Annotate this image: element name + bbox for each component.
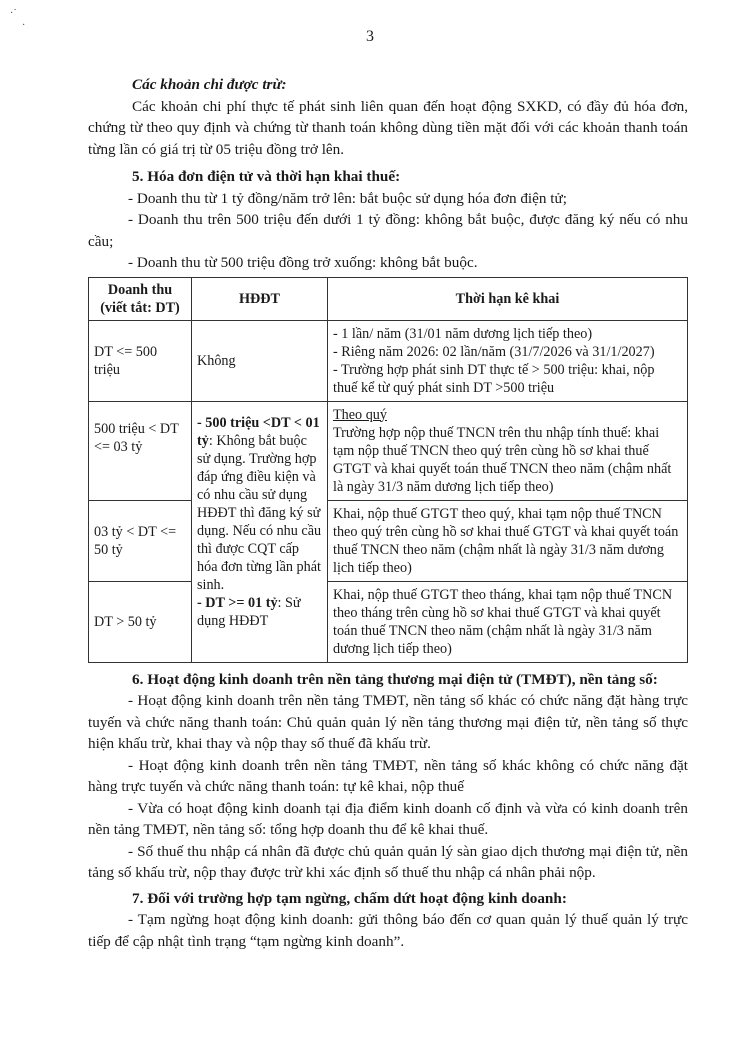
invoice-cell: Không (192, 320, 328, 401)
section5-item-3: - Doanh thu từ 500 triệu đồng trở xuống: không bắt buộc. (128, 254, 478, 271)
page-number: 3 (366, 28, 374, 45)
section5-item-1: - Doanh thu từ 1 tỷ đồng/năm trở lên: bắt buộc sử dụng hóa đơn điện tử; (128, 189, 567, 207)
deadline-cell: Theo quý Trường hợp nộp thuế TNCN trên thu nhập tính thuế: khai tạm nộp thuế TNCN theo quý trên cùng hồ sơ khai thuế GTGT và khai quyết toán thuế TNCN theo năm (chậm nhất là ngày 31/3 năm dương lịch tiếp theo) (328, 401, 688, 500)
section6-item-4: - Số thuế thu nhập cá nhân đã được chủ quản quản lý sàn giao dịch thương mại điện tử, nền tảng số khấu trừ, nộp thay được trừ khi xác định số thuế thu nhập cá nhân phải nộp. (88, 842, 688, 881)
deductible-text: Các khoản chi phí thực tế phát sinh liên quan đến hoạt động SXKD, có đầy đủ hóa đơn, chứng từ theo quy định và chứng từ thanh toán không dùng tiền mặt đối với các khoản thanh toán từng lần có giá trị từ 05 triệu đồng trở lên. (88, 97, 688, 158)
col-header-deadline: Thời hạn kê khai (328, 277, 688, 320)
deadline-cell: Khai, nộp thuế GTGT theo tháng, khai tạm nộp thuế TNCN theo tháng trên cùng hồ sơ khai thuế GTGT và khai quyết toán thuế TNCN theo năm (chậm nhất là ngày 31/3 năm dương lịch tiếp theo) (328, 581, 688, 662)
scan-mark: · (22, 20, 26, 31)
table-row (89, 500, 688, 581)
deductible-heading: Các khoản chi được trừ: (132, 76, 287, 93)
table-row (89, 581, 688, 662)
section7-item-1: - Tạm ngừng hoạt động kinh doanh: gửi thông báo đến cơ quan quản lý thuế quản lý trực tiếp để cập nhật tình trạng “tạm ngừng kinh doanh”. (88, 911, 688, 950)
section6-item-2: - Hoạt động kinh doanh trên nền tảng TMĐT, nền tảng số khác không có chức năng đặt hàng trực tuyến và chức năng thanh toán: tự kê khai, nộp thuế (88, 756, 688, 795)
document-body (88, 74, 688, 952)
quarterly-label: Theo quý (333, 406, 387, 423)
deadline-cell: Khai, nộp thuế GTGT theo quý, khai tạm nộp thuế TNCN theo quý trên cùng hồ sơ khai thuế GTGT và khai quyết toán thuế TNCN theo năm (chậm nhất là ngày 31/3 năm dương lịch tiếp theo) (328, 500, 688, 581)
scan-mark: ·˙ (10, 8, 17, 19)
section6-item-1: - Hoạt động kinh doanh trên nền tảng TMĐT, nền tảng số khác có chức năng đặt hàng trực tuyến và chức năng thanh toán: Chủ quản quản lý nền tảng thương mại điện tử, nền tảng số thực hiện khấu trừ, khai thay và nộp thay số thuế đã khấu trừ. (88, 692, 688, 752)
revenue-cell: DT <= 500 triệu (89, 320, 192, 401)
col-header-invoice: HĐĐT (192, 277, 328, 320)
col-header-revenue: Doanh thu (viết tắt: DT) (89, 277, 192, 320)
section5-item-2: - Doanh thu trên 500 triệu đến dưới 1 tỷ đồng: không bắt buộc, được đăng ký nếu có nhu cầu; (88, 211, 688, 250)
deadline-cell: - 1 lần/ năm (31/01 năm dương lịch tiếp theo) - Riêng năm 2026: 02 lần/năm (31/7/2026 và 31/1/2027) - Trường hợp phát sinh DT thực tế > 500 triệu: khai, nộp thuế kể từ quý phát sinh DT >500 triệu (328, 320, 688, 401)
section7-heading: 7. Đối với trường hợp tạm ngừng, chấm dứt hoạt động kinh doanh: (132, 889, 567, 907)
table-row (89, 320, 688, 401)
revenue-cell: 500 triệu < DT <= 03 tỷ (89, 401, 192, 500)
table-row (89, 401, 688, 500)
section5-heading: 5. Hóa đơn điện tử và thời hạn khai thuế: (132, 168, 401, 185)
section6-heading: 6. Hoạt động kinh doanh trên nền tảng thương mại điện tử (TMĐT), nền tảng số: (132, 670, 658, 688)
filing-table (88, 277, 688, 663)
invoice-merged-cell: - 500 triệu <DT < 01 tỷ: Không bắt buộc sử dụng. Trường hợp đáp ứng điều kiện và có nhu cầu sử dụng HĐĐT thì đăng ký sử dụng. Nếu có nhu cầu thì được CQT cấp hóa đơn từng lần phát sinh. - DT >= 01 tỷ: Sử dụng HĐĐT (192, 401, 328, 662)
table-header-row (89, 277, 688, 320)
section6-item-3: - Vừa có hoạt động kinh doanh tại địa điểm kinh doanh cố định và vừa có kinh doanh trên nền tảng TMĐT, nền tảng số: tổng hợp doanh thu để kê khai thuế. (88, 799, 688, 838)
revenue-cell: 03 tỷ < DT <= 50 tỷ (89, 500, 192, 581)
revenue-cell: DT > 50 tỷ (89, 581, 192, 662)
